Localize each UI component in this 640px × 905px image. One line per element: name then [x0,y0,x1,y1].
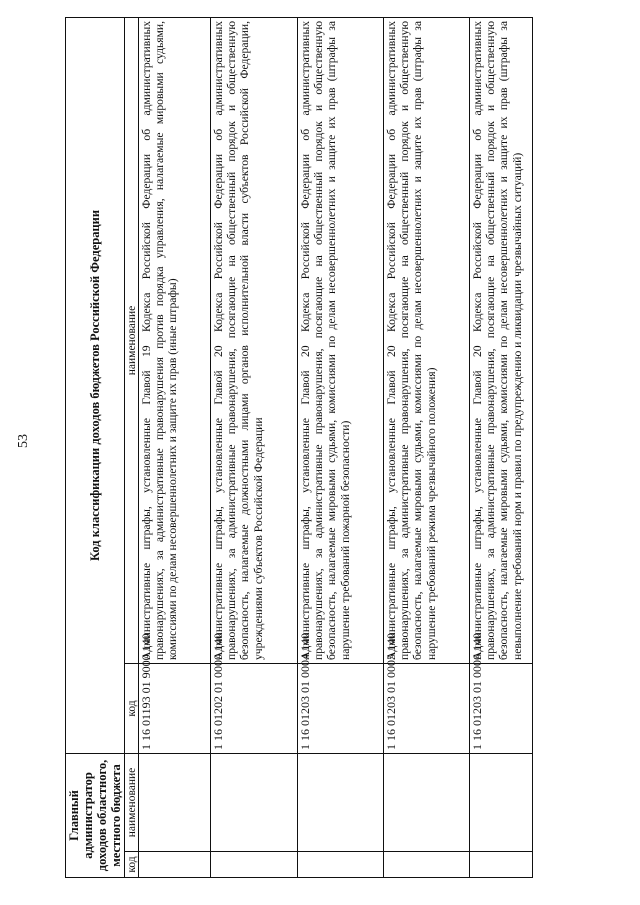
admin-code-cell [470,852,533,878]
admin-code-header: код [125,852,139,878]
rotated-table-container [65,18,524,878]
admin-code-cell [298,852,384,878]
admin-header: Главный администратор доходов областного, местного бюджета [66,753,125,877]
revenue-name-cell: Административные штрафы, установленные Главой 20 Кодекса Российской Федерации об административных правонарушениях, за административные правонарушения, посягающие на общественный порядок и общественную безопасность, налагаемые мировыми судьями, комиссиями по делам несовершеннолетних и защите их прав (штрафы за нарушение требований пожарной безопасности) [298,17,384,663]
admin-name-cell [211,753,298,851]
admin-name-header: наименование [125,753,139,851]
admin-name-cell [470,753,533,851]
admin-code-cell [139,852,211,878]
table-row [384,17,470,877]
revenue-name-cell: Административные штрафы, установленные Главой 19 Кодекса Российской Федерации об административных правонарушениях, за административные правонарушения против порядка управления, налагаемые мировыми судьями, комиссиями по делам несовершеннолетних и защите их прав (иные штрафы) [139,17,211,663]
admin-name-cell [298,753,384,851]
revenue-code-cell: 1 16 01203 01 0004 140 [298,663,384,753]
revenue-name-cell: Административные штрафы, установленные Главой 20 Кодекса Российской Федерации об административных правонарушениях, за административные правонарушения, посягающие на общественный порядок и общественную безопасность, налагаемые должностными лицами органов исполнительной власти субъектов Российской Федерации, учреждениями субъектов Российской Федерации [211,17,298,663]
revenue-name-cell: Административные штрафы, установленные Главой 20 Кодекса Российской Федерации об административных правонарушениях, за административные правонарушения, посягающие на общественный порядок и общественную безопасность, налагаемые мировыми судьями, комиссиями по делам несовершеннолетних и защите их прав (штрафы за нарушение требований режима чрезвычайного положения) [384,17,470,663]
admin-name-cell [139,753,211,851]
classification-header: Код классификации доходов бюджетов Российской Федерации [66,17,125,753]
revenue-classification-table [65,17,533,878]
table-row [211,17,298,877]
class-name-header: наименование [125,17,139,663]
admin-code-cell [384,852,470,878]
class-code-header: код [125,663,139,753]
table-row [298,17,384,877]
table-row [470,17,533,877]
revenue-code-cell: 1 16 01203 01 0005 140 [384,663,470,753]
revenue-name-cell: Административные штрафы, установленные Главой 20 Кодекса Российской Федерации об административных правонарушениях, за административные правонарушения, посягающие на общественный порядок и общественную безопасность, налагаемые мировыми судьями, комиссиями по делам несовершеннолетних и защите их прав (штрафы за невыполнение требований норм и правил по предупреждению и ликвидации чрезвычайных ситуаций) [470,17,533,663]
admin-name-cell [384,753,470,851]
admin-code-cell [211,852,298,878]
revenue-code-cell: 1 16 01203 01 0006 140 [470,663,533,753]
revenue-code-cell: 1 16 01193 01 9000 140 [139,663,211,753]
page-number: 53 [16,434,31,448]
revenue-code-cell: 1 16 01202 01 0000 140 [211,663,298,753]
table-row [139,17,211,877]
